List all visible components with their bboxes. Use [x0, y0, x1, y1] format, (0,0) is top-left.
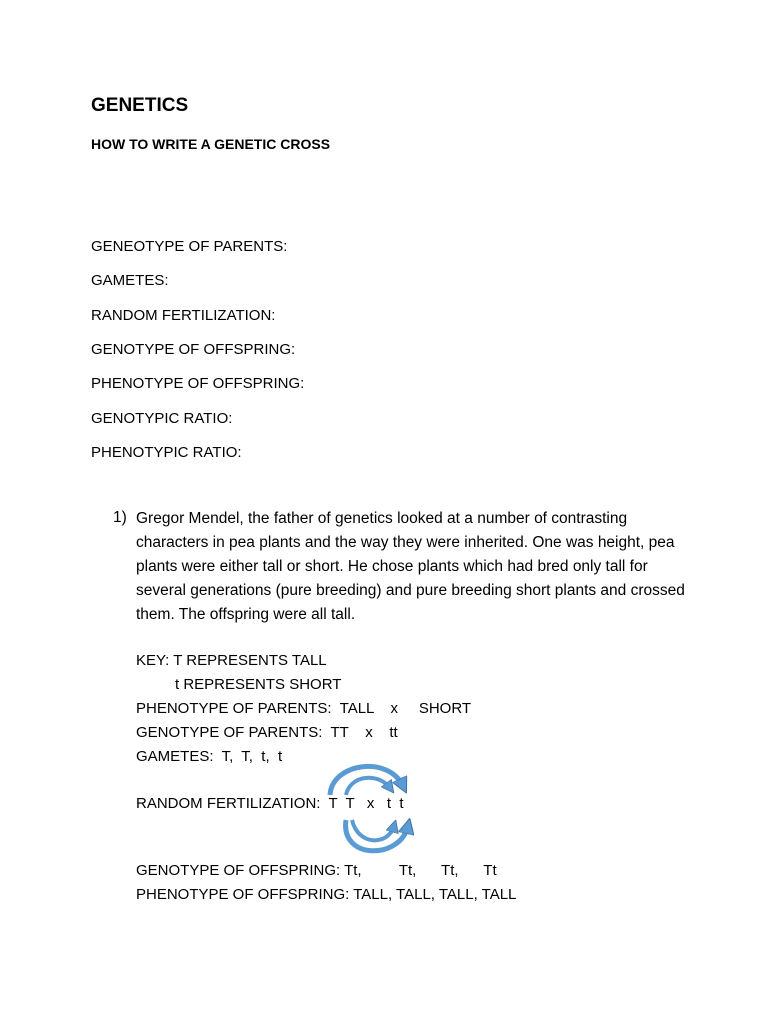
genotype-offspring-line: GENOTYPE OF OFFSPRING: Tt, Tt, Tt, Tt [136, 862, 497, 879]
field-gametes: GAMETES: [91, 272, 169, 289]
page-title: GENETICS [91, 95, 189, 116]
page-subtitle: HOW TO WRITE A GENETIC CROSS [91, 136, 331, 152]
question-text: Gregor Mendel, the father of genetics looked at a number of contrasting characters in pea plants and the way they were inherited. One was height, pea plants were either tall or short. He chose plants which had bred only tall for several generations (pure breeding) and pure breeding short plants and crossed them. The offspring were all tall. [136, 510, 685, 623]
question-number: 1) [113, 509, 127, 526]
key-line-short: t REPRESENTS SHORT [175, 676, 342, 693]
field-random-fertilization: RANDOM FERTILIZATION: [91, 307, 276, 324]
lower-inner-arc-arrow-icon [352, 820, 394, 840]
phenotype-offspring-line: PHENOTYPE OF OFFSPRING: TALL, TALL, TALL, TALL [136, 886, 517, 903]
random-fertilization-line: RANDOM FERTILIZATION: T T x t t [136, 795, 404, 812]
field-genotype-offspring: GENOTYPE OF OFFSPRING: [91, 341, 296, 358]
upper-outer-arc-arrow-icon [330, 766, 403, 795]
field-phenotype-offspring: PHENOTYPE OF OFFSPRING: [91, 375, 305, 392]
key-line-tall: KEY: T REPRESENTS TALL [136, 652, 327, 669]
gametes-line: GAMETES: T, T, t, t [136, 748, 283, 765]
upper-inner-arc-arrow-icon [346, 778, 390, 795]
field-phenotypic-ratio: PHENOTYPIC RATIO: [91, 444, 242, 461]
field-genotypic-ratio: GENOTYPIC RATIO: [91, 410, 233, 427]
phenotype-parents-line: PHENOTYPE OF PARENTS: TALL x SHORT [136, 700, 472, 717]
genotype-parents-line: GENOTYPE OF PARENTS: TT x tt [136, 724, 398, 741]
field-genotype-parents: GENEOTYPE OF PARENTS: [91, 238, 288, 255]
